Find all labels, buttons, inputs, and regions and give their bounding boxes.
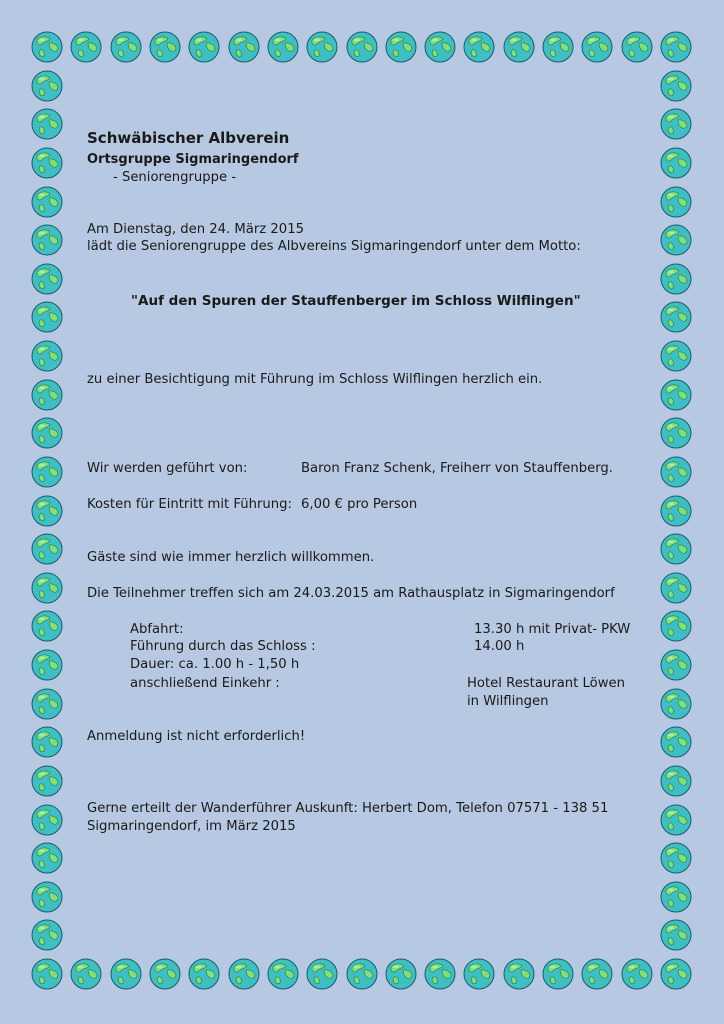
globe-icon [581,31,613,63]
invite-line: lädt die Seniorengruppe des Albvereins Sigmaringendorf unter dem Motto: [87,239,581,254]
globe-icon [581,958,613,990]
visit-line: zu einer Besichtigung mit Führung im Schloss Wilflingen herzlich ein. [87,372,543,387]
globe-icon [31,610,63,642]
globe-icon [385,31,417,63]
globe-icon [31,70,63,102]
globe-icon [31,263,63,295]
globe-icon [31,379,63,411]
globe-icon [31,726,63,758]
group-subtitle: - Seniorengruppe - [113,170,237,185]
globe-icon [31,301,63,333]
duration-line: Dauer: ca. 1.00 h - 1,50 h [130,657,300,672]
motto: "Auf den Spuren der Stauffenberger im Schloss Wilflingen" [131,293,581,309]
meeting-line: Die Teilnehmer treffen sich am 24.03.2015 am Rathausplatz in Sigmaringendorf [87,586,615,601]
globe-icon [70,31,102,63]
globe-icon [267,31,299,63]
stop-value-2: in Wilflingen [467,694,549,709]
globe-icon [463,958,495,990]
globe-icon [306,958,338,990]
globe-icon [660,340,692,372]
cost-value: 6,00 € pro Person [301,497,418,512]
globe-icon [149,31,181,63]
globe-icon [31,804,63,836]
globe-icon [31,186,63,218]
globe-icon [110,31,142,63]
globe-icon [31,108,63,140]
globe-icon [660,765,692,797]
globe-icon [660,379,692,411]
globe-icon [660,881,692,913]
stop-label: anschließend Einkehr : [130,676,280,691]
guests-line: Gäste sind wie immer herzlich willkommen. [87,550,375,565]
globe-icon [660,301,692,333]
globe-icon [660,495,692,527]
place-date-line: Sigmaringendorf, im März 2015 [87,819,296,834]
globe-icon [424,958,456,990]
guide-label: Wir werden geführt von: [87,461,248,476]
globe-icon [660,649,692,681]
globe-icon [346,31,378,63]
guide-value: Baron Franz Schenk, Freiherr von Stauffenberg. [301,461,613,476]
globe-icon [31,765,63,797]
globe-icon [660,572,692,604]
globe-icon [660,688,692,720]
globe-icon [267,958,299,990]
globe-icon [149,958,181,990]
globe-icon [110,958,142,990]
globe-icon [660,842,692,874]
globe-icon [542,31,574,63]
globe-icon [660,533,692,565]
globe-icon [31,31,63,63]
globe-icon [31,456,63,488]
globe-icon [31,340,63,372]
globe-icon [31,649,63,681]
globe-icon [503,958,535,990]
globe-icon [660,186,692,218]
globe-icon [31,417,63,449]
globe-icon [503,31,535,63]
globe-icon [31,224,63,256]
globe-icon [660,456,692,488]
registration-line: Anmeldung ist nicht erforderlich! [87,729,306,744]
globe-icon [385,958,417,990]
globe-icon [228,31,260,63]
globe-icon [70,958,102,990]
globe-icon [660,147,692,179]
globe-icon [660,919,692,951]
globe-icon [542,958,574,990]
globe-icon [424,31,456,63]
globe-icon [660,610,692,642]
globe-icon [660,417,692,449]
tour-label: Führung durch das Schloss : [130,639,316,654]
globe-icon [660,726,692,758]
departure-label: Abfahrt: [130,622,184,637]
globe-icon [31,533,63,565]
globe-icon [621,958,653,990]
globe-icon [306,31,338,63]
stop-value-1: Hotel Restaurant Löwen [467,676,625,691]
globe-icon [660,958,692,990]
globe-icon [31,688,63,720]
departure-value: 13.30 h mit Privat- PKW [474,622,631,637]
globe-icon [31,958,63,990]
globe-icon [660,224,692,256]
globe-icon [31,881,63,913]
cost-label: Kosten für Eintritt mit Führung: [87,497,292,512]
org-title: Schwäbischer Albverein [87,129,290,147]
globe-icon [660,108,692,140]
tour-value: 14.00 h [474,639,525,654]
globe-icon [621,31,653,63]
globe-icon [660,263,692,295]
globe-icon [31,572,63,604]
globe-icon [346,958,378,990]
globe-icon [188,958,220,990]
globe-icon [660,804,692,836]
date-line: Am Dienstag, den 24. März 2015 [87,222,304,237]
globe-icon [463,31,495,63]
branch-title: Ortsgruppe Sigmaringendorf [87,152,299,167]
contact-line: Gerne erteilt der Wanderführer Auskunft: Herbert Dom, Telefon 07571 - 138 51 [87,801,609,816]
globe-icon [31,919,63,951]
globe-icon [31,842,63,874]
globe-icon [188,31,220,63]
globe-icon [660,70,692,102]
globe-icon [31,147,63,179]
globe-icon [31,495,63,527]
globe-icon [660,31,692,63]
globe-icon [228,958,260,990]
